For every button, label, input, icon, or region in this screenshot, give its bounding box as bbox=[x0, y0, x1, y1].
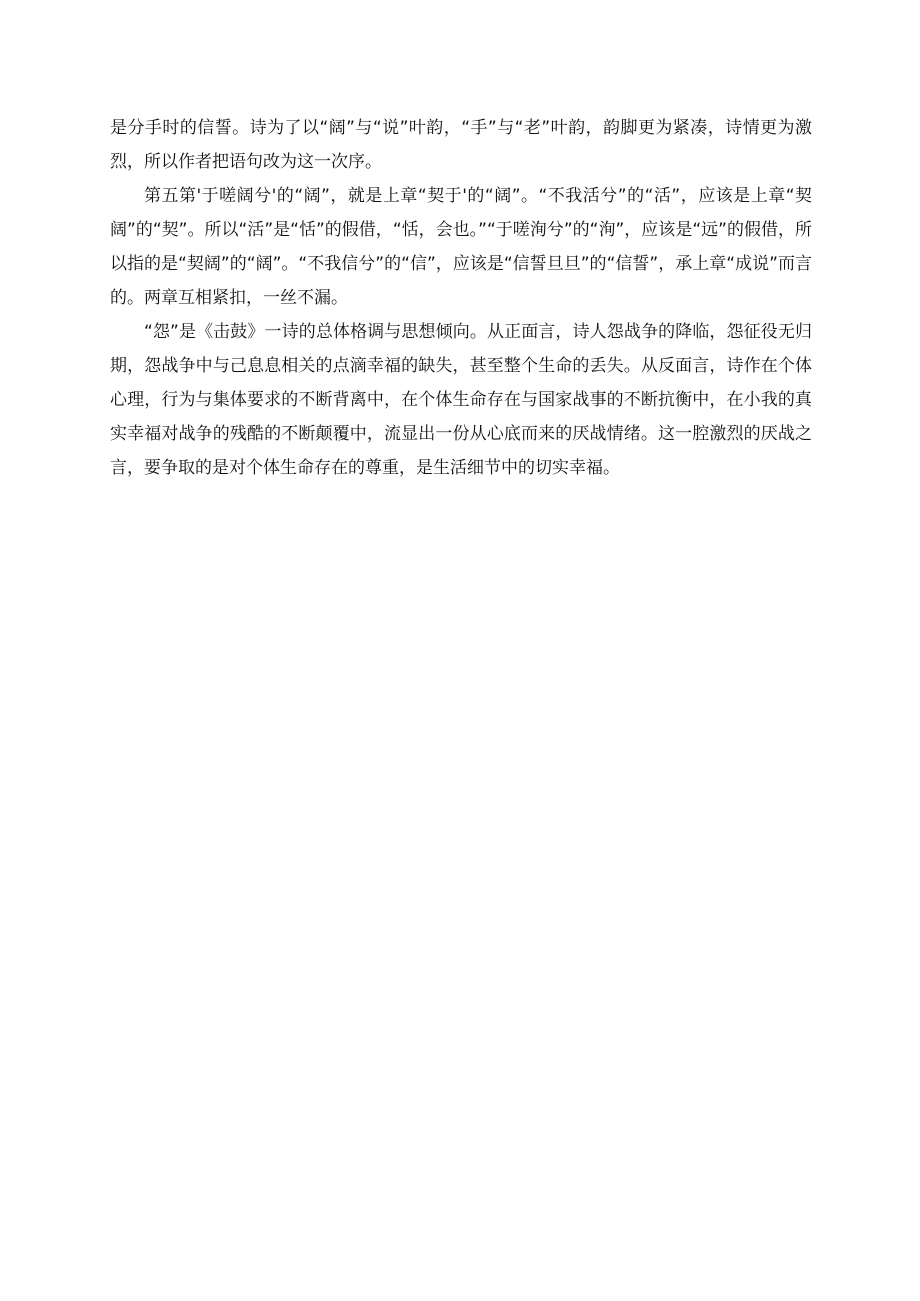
paragraph-2: 第五第'于嗟阔兮'的“阔”，就是上章“契于'的“阔”。“不我活兮”的“活”，应该是上章“契阔”的“契”。所以“活”是“恬”的假借，“恬，会也。”“于嗟洵兮”的“洵”，应该是“远”的假借，所以指的是“契阔”的“阔”。“不我信兮”的“信”，应该是“信誓旦旦”的“信誓”，承上章“成说”而言的。两章互相紧扣，一丝不漏。 bbox=[110, 186, 812, 308]
document-body bbox=[110, 111, 812, 485]
paragraph-1: 是分手时的信誓。诗为了以“阔”与“说”叶韵，“手”与“老”叶韵，韵脚更为紧凑，诗情更为激烈，所以作者把语句改为这一次序。 bbox=[110, 118, 812, 172]
paragraph-3: “怨”是《击鼓》一诗的总体格调与思想倾向。从正面言，诗人怨战争的降临，怨征役无归期，怨战争中与己息息相关的点滴幸福的缺失，甚至整个生命的丢失。从反面言，诗作在个体心理，行为与集体要求的不断背离中，在个体生命存在与国家战事的不断抗衡中，在小我的真实幸福对战争的残酷的不断颠覆中，流显出一份从心底而来的厌战情绪。这一腔激烈的厌战之言，要争取的是对个体生命存在的尊重，是生活细节中的切实幸福。 bbox=[110, 322, 812, 478]
